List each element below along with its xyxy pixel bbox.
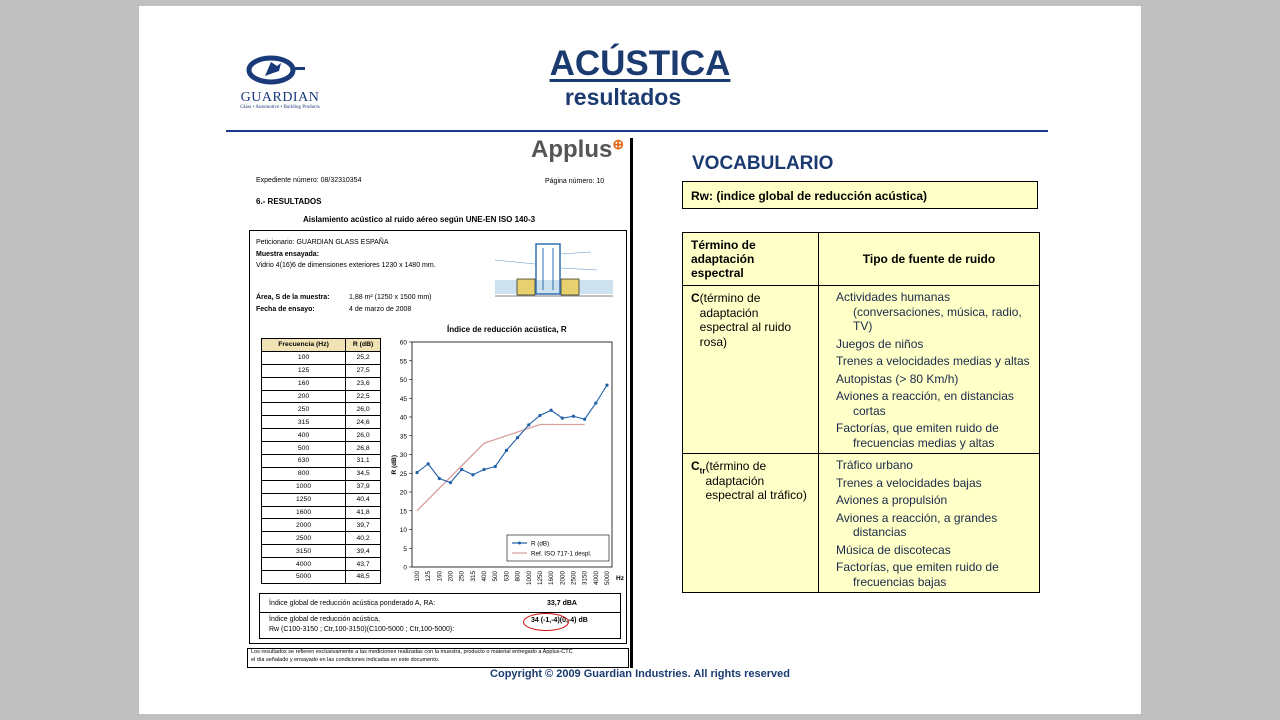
y-tick-label: 15 (399, 508, 407, 516)
data-point (494, 465, 497, 468)
vocab-col-source: Tipo de fuente de ruido (819, 233, 1040, 286)
x-tick-label: 800 (514, 571, 522, 582)
data-point (471, 473, 474, 476)
table-row (262, 558, 381, 571)
source-item: Trenes a velocidades bajas (836, 475, 982, 490)
y-tick-label: 40 (399, 414, 407, 422)
table-row (262, 351, 381, 364)
frequency-cell: 4000 (262, 558, 346, 571)
applus-logo: Applus⊕ (531, 136, 625, 163)
data-point (482, 468, 485, 471)
data-point (561, 417, 564, 420)
r-cell: 26,0 (346, 429, 381, 442)
x-tick-label: 2000 (559, 571, 567, 586)
expediente: Expediente número: 08/32310354 (256, 177, 362, 184)
frequency-cell: 100 (262, 351, 346, 364)
table-row (262, 403, 381, 416)
frequency-cell: 1000 (262, 480, 346, 493)
y-tick-label: 50 (399, 377, 407, 384)
x-tick-label: 2500 (570, 571, 578, 586)
vocab-table (682, 232, 1040, 593)
data-point (550, 409, 553, 412)
source-item: Música de discotecas (836, 542, 951, 557)
y-tick-label: 55 (399, 358, 407, 366)
r-cell: 22,5 (346, 390, 381, 403)
data-point (527, 423, 530, 426)
frequency-cell: 800 (262, 467, 346, 480)
frequency-cell: 160 (262, 377, 346, 390)
r-cell: 39,4 (346, 545, 381, 558)
y-tick-label: 0 (403, 564, 407, 572)
x-tick-label: 160 (436, 571, 444, 582)
term-c-desc: (término de adaptación espectral al ruido rosa) (699, 291, 792, 349)
term-c-symbol: C (691, 291, 700, 305)
source-item: Factorías, que emiten ruido de frecuencias bajas (836, 560, 999, 589)
term-c (683, 286, 819, 454)
sources-c (819, 286, 1040, 454)
rw-definition: Rw: (indice global de reducción acústica) (682, 181, 1038, 209)
table-row (262, 467, 381, 480)
table-row (262, 545, 381, 558)
y-tick-label: 35 (399, 433, 407, 441)
r-cell: 40,4 (346, 493, 381, 506)
source-item: Trenes a velocidades medias y altas (836, 354, 1030, 368)
source-item: Autopistas (> 80 Km/h) (836, 371, 959, 386)
acoustic-reduction-chart (387, 332, 625, 592)
source-item: Factorías, que emiten ruido de frecuencias medias y altas (836, 421, 999, 450)
legend-marker (518, 542, 521, 545)
x-tick-label: 500 (492, 571, 500, 582)
vertical-separator (630, 138, 633, 668)
frequency-cell: 315 (262, 416, 346, 429)
data-point (516, 436, 519, 439)
r-cell: 31,1 (346, 455, 381, 468)
table-row (262, 429, 381, 442)
frequency-cell: 250 (262, 403, 346, 416)
frequency-cell: 3150 (262, 545, 346, 558)
data-point (449, 481, 452, 484)
x-tick-label: 315 (469, 571, 477, 582)
table-row (262, 571, 381, 584)
plot-area (412, 342, 612, 567)
sources-ctr (819, 454, 1040, 593)
r-cell: 26,8 (346, 442, 381, 455)
data-point (583, 418, 586, 421)
col-r: R (dB) (346, 339, 381, 352)
r-cell: 23,6 (346, 377, 381, 390)
index-a-value: 33,7 dBA (547, 600, 577, 607)
table-row (262, 364, 381, 377)
table-row (262, 480, 381, 493)
frequency-cell: 200 (262, 390, 346, 403)
muestra: Vidrio 4(16)6 de dimensiones exteriores 1230 x 1480 mm. (256, 262, 436, 269)
legend-label: R (dB) (531, 540, 550, 548)
frequency-cell: 500 (262, 442, 346, 455)
frequency-cell: 2500 (262, 532, 346, 545)
table-row (262, 390, 381, 403)
slide (139, 6, 1141, 714)
x-tick-label: 200 (447, 571, 455, 582)
y-tick-label: 45 (399, 395, 407, 403)
series-line-ref (417, 425, 585, 511)
x-axis-label: Hz (616, 575, 624, 582)
section-title: 6.- RESULTADOS (256, 197, 322, 206)
area-value: 1,88 m² (1250 x 1500 mm) (349, 294, 432, 301)
data-point (438, 477, 441, 480)
peticionario: Peticionario: GUARDIAN GLASS ESPAÑA (256, 239, 389, 246)
frequency-cell: 1250 (262, 493, 346, 506)
x-tick-label: 4000 (592, 571, 600, 586)
x-tick-label: 125 (425, 571, 433, 582)
frequency-table (261, 338, 381, 584)
data-point (415, 471, 418, 474)
data-point (572, 415, 575, 418)
footnote-2: el día señalado y ensayado en las condiciones indicadas en este documento. (251, 657, 440, 663)
copyright: Copyright © 2009 Guardian Industries. All rights reserved (490, 668, 790, 680)
x-tick-label: 100 (414, 571, 421, 582)
highlight-circle (523, 613, 569, 631)
source-item: Juegos de niños (836, 336, 924, 351)
table-row (262, 442, 381, 455)
x-tick-label: 250 (458, 571, 466, 582)
index-w-value: 34 (-1,-4)(0,-4) dB (531, 617, 588, 624)
vocab-title: VOCABULARIO (692, 153, 834, 174)
fecha-label: Fecha de ensayo: (256, 306, 315, 313)
index-a-label: Índice global de reducción acústica ponderado A, RA: (269, 600, 436, 607)
legend-label: Ref. ISO 717-1 despl. (531, 550, 592, 558)
vocab-col-term: Término de adaptación espectral (683, 233, 819, 286)
data-point (538, 414, 541, 417)
header-rule (226, 130, 1048, 132)
r-cell: 26,0 (346, 403, 381, 416)
source-item: Aviones a propulsión (836, 493, 948, 507)
fecha-value: 4 de marzo de 2008 (349, 306, 412, 313)
r-cell: 34,5 (346, 467, 381, 480)
frequency-cell: 2000 (262, 519, 346, 532)
r-cell: 48,5 (346, 571, 381, 584)
data-point (505, 449, 508, 452)
index-w-sub: Rw (C100-3150 ; Ctr,100-3150)(C100-5000 ; Ctr,100-5000): (269, 626, 455, 633)
r-cell: 41,8 (346, 506, 381, 519)
y-tick-label: 20 (399, 489, 407, 497)
source-item: Actividades humanas (conversaciones, música, radio, TV) (836, 290, 1022, 333)
table-row (262, 416, 381, 429)
data-point (460, 468, 463, 471)
x-tick-label: 400 (481, 571, 489, 582)
x-tick-label: 3150 (581, 571, 589, 586)
page-number: Página número: 10 (545, 178, 605, 185)
r-cell: 37,9 (346, 480, 381, 493)
index-w-label: Índice global de reducción acústica, (269, 616, 380, 623)
frequency-cell: 1600 (262, 506, 346, 519)
data-point (605, 384, 608, 387)
table-row (262, 519, 381, 532)
r-cell: 24,6 (346, 416, 381, 429)
data-point (427, 462, 430, 465)
r-cell: 25,2 (346, 351, 381, 364)
source-item: Aviones a reacción, en distancias cortas (836, 389, 1014, 418)
y-tick-label: 60 (399, 339, 407, 347)
test-report-scan (247, 136, 627, 666)
frequency-cell: 5000 (262, 571, 346, 584)
logo-name: GUARDIAN (240, 90, 320, 105)
table-row (262, 377, 381, 390)
data-point (594, 402, 597, 405)
table-row (262, 532, 381, 545)
chart-title: Índice de reducción acústica, R (447, 325, 567, 334)
x-tick-label: 630 (503, 571, 511, 582)
footnote-1: Los resultados se refieren exclusivamente a las mediciones realizadas con la muestra, producto o material entregado a Applus-CTC (251, 649, 573, 655)
r-cell: 43,7 (346, 558, 381, 571)
report-heading: Aislamiento acústico al ruido aéreo según UNE-EN ISO 140-3 (303, 215, 536, 224)
y-tick-label: 10 (399, 527, 407, 534)
y-tick-label: 30 (399, 452, 407, 459)
frequency-cell: 125 (262, 364, 346, 377)
logo-tagline: Glass • Automotive • Building Products (240, 105, 320, 110)
y-tick-label: 25 (399, 470, 407, 478)
frequency-cell: 630 (262, 455, 346, 468)
area-label: Área, S de la muestra: (256, 294, 330, 301)
table-row (262, 493, 381, 506)
table-row (262, 455, 381, 468)
source-item: Tráfico urbano (836, 458, 913, 472)
term-ctr-symbol: $C_{tr}$ (691, 459, 706, 476)
page-subtitle: resultados (564, 84, 682, 110)
x-tick-label: 1250 (536, 571, 544, 586)
test-setup-diagram (487, 234, 617, 314)
term-ctr (683, 454, 819, 593)
x-tick-label: 5000 (604, 571, 611, 586)
table-row (262, 506, 381, 519)
y-axis-label: R (dB) (391, 455, 398, 475)
r-cell: 27,5 (346, 364, 381, 377)
source-item: Aviones a reacción, a grandes distancias (836, 510, 998, 539)
y-tick-label: 5 (403, 545, 407, 553)
frequency-cell: 400 (262, 429, 346, 442)
x-tick-label: 1000 (525, 571, 533, 586)
page-title: ACÚSTICA (549, 44, 731, 83)
r-cell: 39,7 (346, 519, 381, 532)
x-tick-label: 1600 (548, 571, 556, 586)
r-cell: 40,2 (346, 532, 381, 545)
muestra-label: Muestra ensayada: (256, 251, 320, 258)
col-frequency: Frecuencia (Hz) (262, 339, 346, 352)
term-ctr-desc: (término de adaptación espectral al tráfico) (705, 459, 807, 502)
